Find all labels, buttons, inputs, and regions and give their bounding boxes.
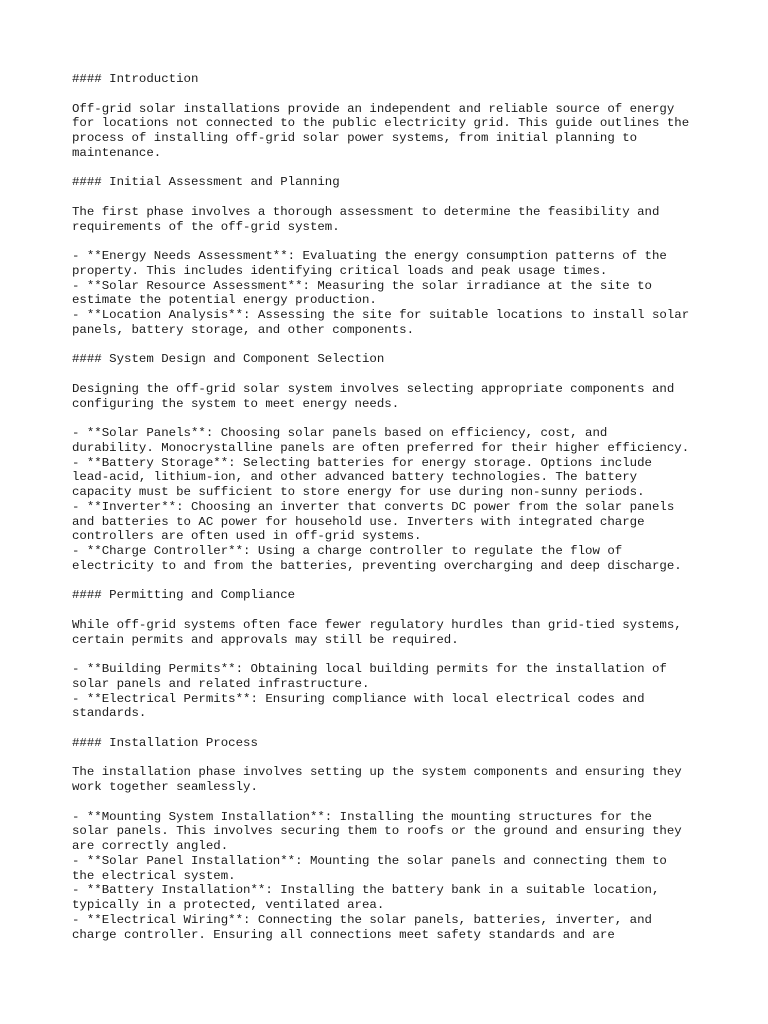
paragraph-line: Off-grid solar installations provide an independent and reliable source of energy <box>72 101 675 116</box>
bullet-list <box>72 426 732 574</box>
blank-line <box>72 161 732 176</box>
blank-line <box>72 411 732 426</box>
bullet-list-line: solar panels and related infrastructure. <box>72 676 370 691</box>
bullet-list-line: - **Battery Installation**: Installing the battery bank in a suitable location, <box>72 883 660 898</box>
bullet-list-line: - **Solar Panels**: Choosing solar panels based on efficiency, cost, and <box>72 426 608 440</box>
bullet-list-line: - **Inverter**: Choosing an inverter that converts DC power from the solar panels <box>72 499 675 514</box>
bullet-list-line: - **Solar Panel Installation**: Mounting the solar panels and connecting them to <box>72 853 667 868</box>
section-heading <box>72 175 732 190</box>
bullet-list-line: lead-acid, lithium-ion, and other advanced battery technologies. The battery <box>72 470 638 485</box>
paragraph-line: Designing the off-grid solar system involves selecting appropriate components and <box>72 381 675 396</box>
bullet-list-line: - **Battery Storage**: Selecting batteries for energy storage. Options include <box>72 455 652 470</box>
section-heading <box>72 72 732 87</box>
blank-line <box>72 190 732 205</box>
bullet-list-line: - **Electrical Wiring**: Connecting the solar panels, batteries, inverter, and <box>72 912 652 927</box>
paragraph <box>72 618 732 648</box>
paragraph <box>72 205 732 235</box>
paragraph <box>72 382 732 412</box>
bullet-list-line: - **Charge Controller**: Using a charge controller to regulate the flow of <box>72 544 623 558</box>
bullet-list-line: capacity must be sufficient to store energy for use during non-sunny periods. <box>72 485 645 499</box>
section-heading-line: #### Introduction <box>72 72 199 86</box>
paragraph <box>72 102 732 161</box>
bullet-list <box>72 810 732 943</box>
blank-line <box>72 87 732 102</box>
blank-line <box>72 751 732 766</box>
bullet-list-line: - **Location Analysis**: Assessing the site for suitable locations to install solar <box>72 308 690 322</box>
section-heading <box>72 588 732 603</box>
section-heading-line: #### Installation Process <box>72 735 258 750</box>
paragraph-line: maintenance. <box>72 145 162 160</box>
section-heading-line: #### Permitting and Compliance <box>72 588 296 603</box>
bullet-list-line: - **Electrical Permits**: Ensuring compliance with local electrical codes and <box>72 691 645 706</box>
blank-line <box>72 574 732 589</box>
bullet-list-line: - **Mounting System Installation**: Installing the mounting structures for the <box>72 809 652 824</box>
paragraph-line: certain permits and approvals may still be required. <box>72 632 459 647</box>
paragraph-line: configuring the system to meet energy needs. <box>72 396 400 411</box>
bullet-list-line: - **Solar Resource Assessment**: Measuring the solar irradiance at the site to <box>72 278 652 293</box>
bullet-list-line: standards. <box>72 706 147 721</box>
section-heading-line: #### Initial Assessment and Planning <box>72 175 340 190</box>
bullet-list-line: - **Building Permits**: Obtaining local building permits for the installation of <box>72 662 667 676</box>
document-page <box>72 72 732 942</box>
section-heading <box>72 352 732 367</box>
blank-line <box>72 338 732 353</box>
paragraph-line: process of installing off-grid solar power systems, from initial planning to <box>72 131 638 145</box>
blank-line <box>72 647 732 662</box>
bullet-list-line: electricity to and from the batteries, preventing overcharging and deep discharge. <box>72 558 682 573</box>
blank-line <box>72 795 732 810</box>
section-heading <box>72 736 732 751</box>
paragraph-line: The first phase involves a thorough assessment to determine the feasibility and <box>72 204 660 219</box>
bullet-list-line: the electrical system. <box>72 868 236 883</box>
bullet-list-line: and batteries to AC power for household use. Inverters with integrated charge <box>72 514 645 529</box>
blank-line <box>72 603 732 618</box>
paragraph-line: for locations not connected to the public electricity grid. This guide outlines the <box>72 116 690 131</box>
bullet-list-line: estimate the potential energy production. <box>72 293 377 308</box>
bullet-list-line: - **Energy Needs Assessment**: Evaluating the energy consumption patterns of the <box>72 249 667 263</box>
paragraph-line: requirements of the off-grid system. <box>72 219 340 234</box>
bullet-list-line: solar panels. This involves securing them to roofs or the ground and ensuring they <box>72 824 682 839</box>
paragraph-line: work together seamlessly. <box>72 780 258 794</box>
bullet-list-line: typically in a protected, ventilated area. <box>72 898 385 912</box>
paragraph-line: The installation phase involves setting up the system components and ensuring they <box>72 765 682 780</box>
paragraph-line: While off-grid systems often face fewer regulatory hurdles than grid-tied systems, <box>72 617 682 632</box>
bullet-list-line: durability. Monocrystalline panels are often preferred for their higher efficiency. <box>72 440 690 455</box>
blank-line <box>72 234 732 249</box>
bullet-list-line: property. This includes identifying critical loads and peak usage times. <box>72 263 608 278</box>
bullet-list-line: controllers are often used in off-grid systems. <box>72 529 422 544</box>
bullet-list-line: panels, battery storage, and other components. <box>72 322 415 337</box>
blank-line <box>72 367 732 382</box>
paragraph <box>72 765 732 795</box>
section-heading-line: #### System Design and Component Selection <box>72 352 385 367</box>
bullet-list-line: charge controller. Ensuring all connections meet safety standards and are <box>72 927 615 942</box>
bullet-list-line: are correctly angled. <box>72 839 229 853</box>
bullet-list <box>72 249 732 338</box>
bullet-list <box>72 662 732 721</box>
blank-line <box>72 721 732 736</box>
